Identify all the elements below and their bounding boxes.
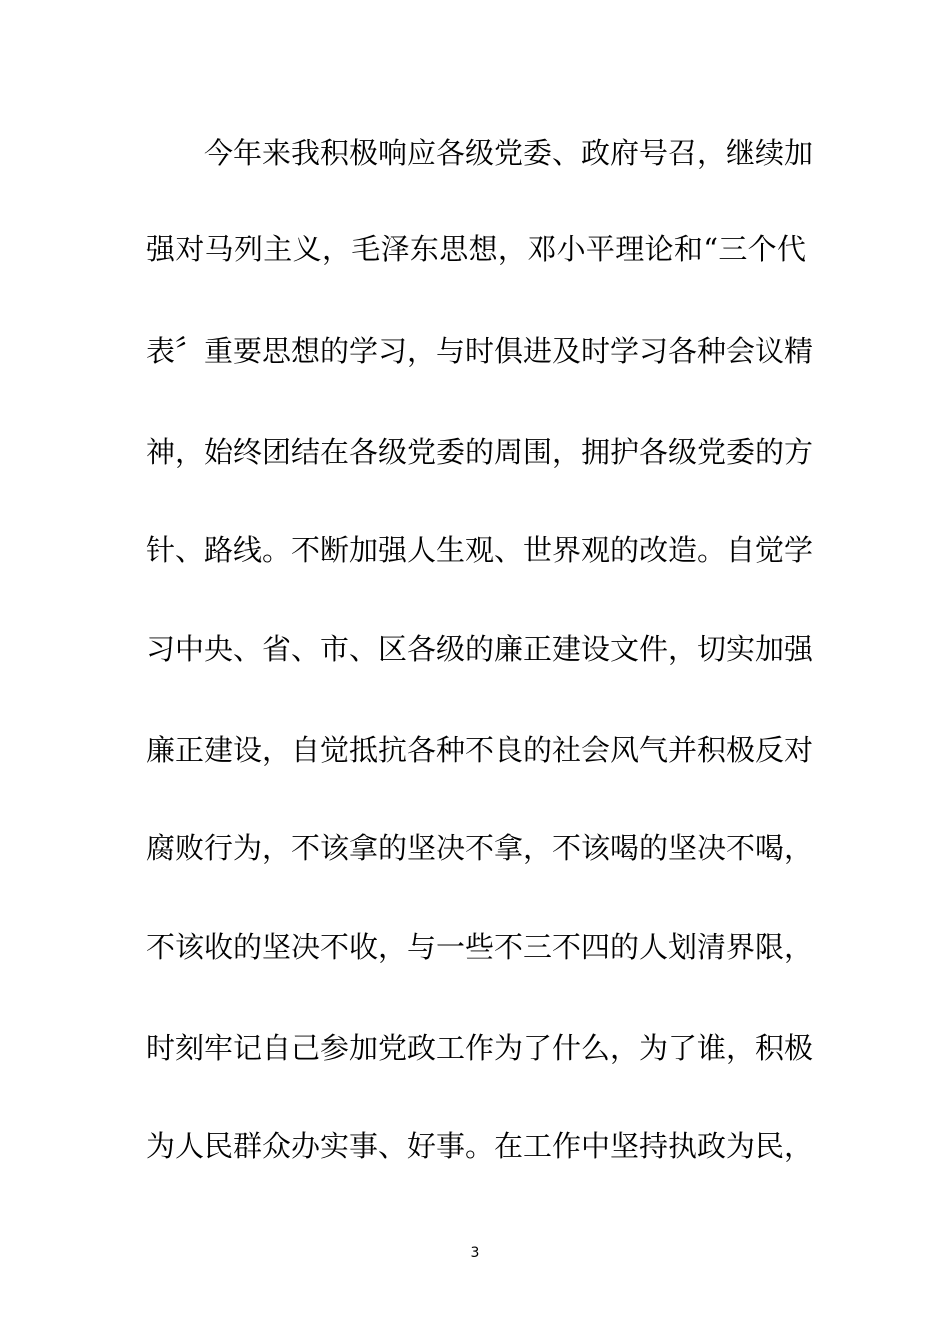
page-number: 3	[470, 1245, 480, 1261]
paragraph-line-6: 习中央、省、市、区各级的廉正建设文件，切实加强	[146, 632, 814, 666]
paragraph-line-8: 腐败行为，不该拿的坚决不拿，不该喝的坚决不喝，	[146, 831, 814, 865]
paragraph-line-10: 时刻牢记自己参加党政工作为了什么，为了谁，积极	[146, 1031, 814, 1065]
paragraph-line-9: 不该收的坚决不收，与一些不三不四的人划清界限，	[146, 930, 814, 964]
paragraph-line-11: 为人民群众办实事、好事。在工作中坚持执政为民，	[146, 1129, 814, 1163]
paragraph-line-1: 今年来我积极响应各级党委、政府号召，继续加	[204, 136, 814, 170]
paragraph-line-7: 廉正建设，自觉抵抗各种不良的社会风气并积极反对	[146, 733, 814, 767]
paragraph-line-4: 神，始终团结在各级党委的周围，拥护各级党委的方	[146, 435, 814, 469]
paragraph-line-3: 表〞重要思想的学习，与时俱进及时学习各种会议精	[146, 334, 814, 368]
paragraph-line-5: 针、路线。不断加强人生观、世界观的改造。自觉学	[146, 533, 814, 567]
paragraph-line-2: 强对马列主义，毛泽东思想，邓小平理论和“三个代	[146, 232, 806, 266]
